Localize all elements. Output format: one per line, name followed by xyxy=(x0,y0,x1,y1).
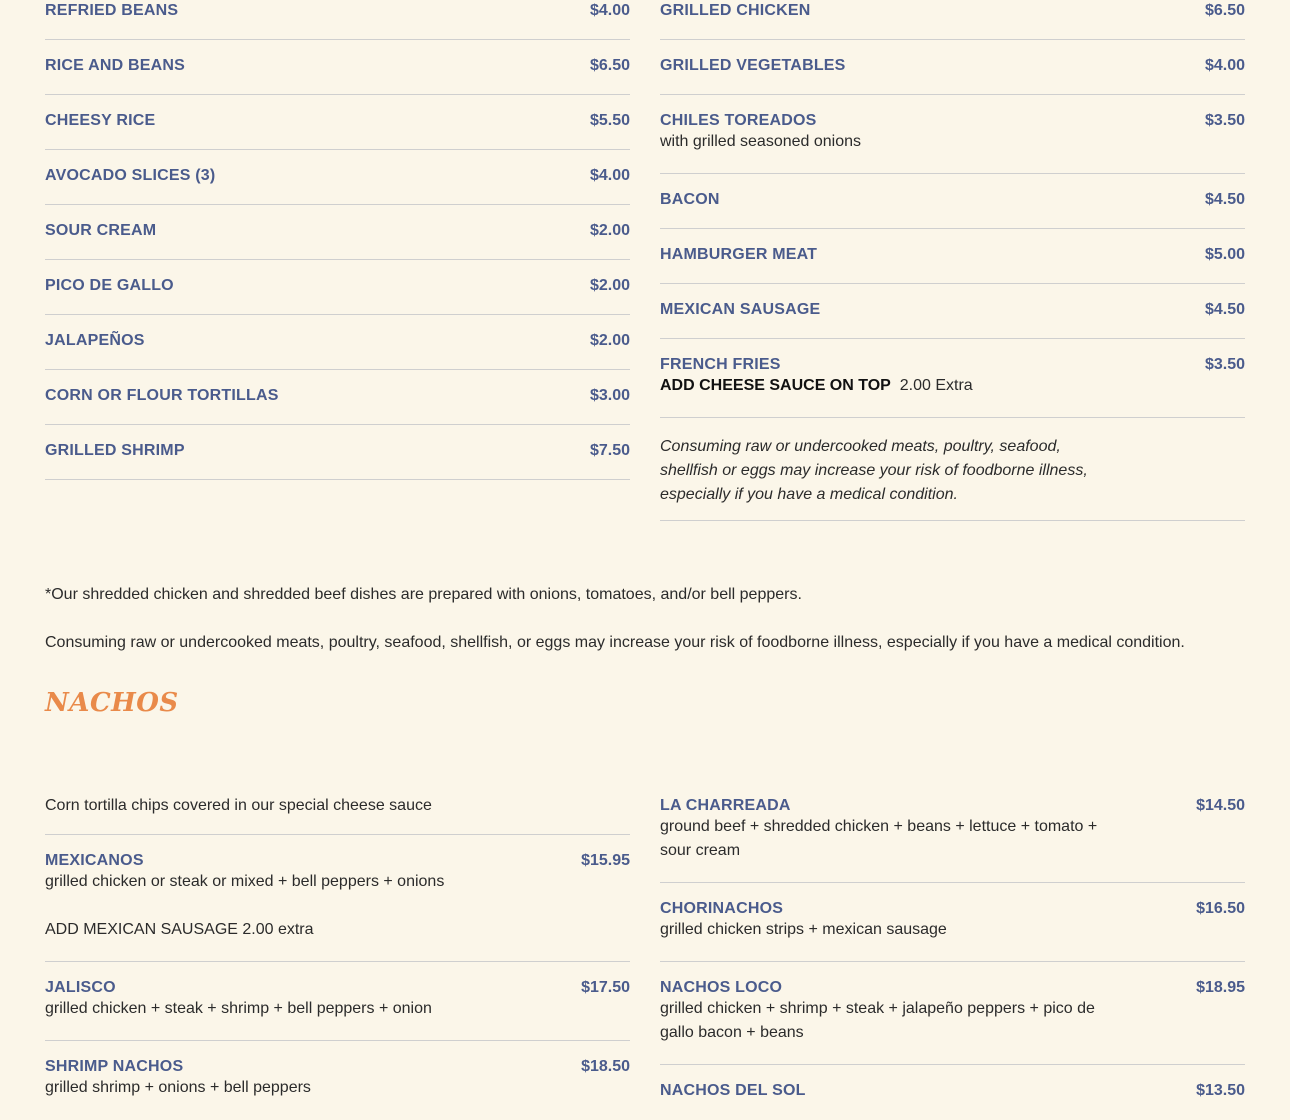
item-name: HAMBURGER MEAT xyxy=(660,246,818,263)
item-price: $16.50 xyxy=(1196,900,1245,917)
menu-item xyxy=(660,339,1245,418)
item-name: SHRIMP NACHOS xyxy=(45,1058,184,1075)
item-name: LA CHARREADA xyxy=(660,797,791,814)
menu-item xyxy=(660,174,1245,229)
item-name: GRILLED SHRIMP xyxy=(45,442,185,459)
menu-item xyxy=(660,284,1245,339)
nachos-left-column xyxy=(45,780,630,1120)
menu-item xyxy=(660,1065,1245,1105)
item-price: $4.00 xyxy=(589,2,630,19)
item-name: PICO DE GALLO xyxy=(45,277,174,294)
menu-item xyxy=(45,370,630,425)
item-price: $4.00 xyxy=(589,167,630,184)
item-description: ground beef + shredded chicken + beans + lettuce + tomato + sour cream xyxy=(660,818,1098,859)
item-name: BACON xyxy=(660,191,720,208)
menu-item xyxy=(45,315,630,370)
menu-item xyxy=(45,260,630,315)
item-name: JALISCO xyxy=(45,979,116,996)
item-name: GRILLED VEGETABLES xyxy=(660,57,846,74)
item-name: AVOCADO SLICES (3) xyxy=(45,167,216,184)
item-name: FRENCH FRIES xyxy=(660,356,781,373)
item-name: GRILLED CHICKEN xyxy=(660,2,811,19)
item-price: $3.50 xyxy=(1204,112,1245,129)
allergen-warning xyxy=(660,418,1245,521)
item-price: $4.50 xyxy=(1204,301,1245,318)
item-price: $7.50 xyxy=(589,442,630,459)
item-price: $3.00 xyxy=(589,387,630,404)
addon-price: 2.00 Extra xyxy=(899,377,973,394)
item-description: grilled shrimp + onions + bell peppers xyxy=(45,1079,311,1096)
intro-text: Corn tortilla chips covered in our special cheese sauce xyxy=(45,797,432,814)
item-name: NACHOS DEL SOL xyxy=(660,1082,806,1099)
item-price: $17.50 xyxy=(581,979,630,996)
menu-item xyxy=(45,835,630,962)
addon-label: ADD CHEESE SAUCE ON TOP xyxy=(660,377,891,394)
item-price: $6.50 xyxy=(589,57,630,74)
item-description: grilled chicken + shrimp + steak + jalapeño peppers + pico de gallo bacon + beans xyxy=(660,1000,1095,1041)
sides-right-column xyxy=(660,0,1245,521)
warning-text: Consuming raw or undercooked meats, poultry, seafood, shellfish or eggs may increase your risk of foodborne illness, especially if you have a medical condition. xyxy=(660,438,1088,503)
item-price: $2.00 xyxy=(589,277,630,294)
sides-left-column xyxy=(45,0,630,480)
item-price: $14.50 xyxy=(1196,797,1245,814)
menu-item xyxy=(660,0,1245,40)
nachos-right-column xyxy=(660,780,1245,1105)
item-price: $3.50 xyxy=(1204,356,1245,373)
item-price: $6.50 xyxy=(1204,2,1245,19)
menu-item xyxy=(45,1041,630,1120)
item-description: grilled chicken strips + mexican sausage xyxy=(660,921,947,938)
item-name: SOUR CREAM xyxy=(45,222,157,239)
item-addon: ADD MEXICAN SAUSAGE 2.00 extra xyxy=(45,921,314,938)
item-price: $2.00 xyxy=(589,222,630,239)
footnote-shredded: *Our shredded chicken and shredded beef dishes are prepared with onions, tomatoes, and/or bell peppers. xyxy=(45,586,802,603)
item-description: grilled chicken + steak + shrimp + bell peppers + onion xyxy=(45,1000,432,1017)
item-price: $5.50 xyxy=(589,112,630,129)
menu-item xyxy=(45,0,630,40)
item-price: $18.50 xyxy=(581,1058,630,1075)
item-price: $13.50 xyxy=(1196,1082,1245,1099)
menu-item xyxy=(45,95,630,150)
item-name: MEXICAN SAUSAGE xyxy=(660,301,821,318)
menu-item xyxy=(660,883,1245,962)
footnote-consumption: Consuming raw or undercooked meats, poultry, seafood, shellfish, or eggs may increase your risk of foodborne illness, especially if you have a medical condition. xyxy=(45,634,1185,651)
menu-item xyxy=(660,40,1245,95)
item-name: CHILES TOREADOS xyxy=(660,112,817,129)
item-name: RICE AND BEANS xyxy=(45,57,185,74)
item-description: grilled chicken or steak or mixed + bell peppers + onions xyxy=(45,873,445,890)
nachos-intro xyxy=(45,780,630,835)
menu-item xyxy=(660,95,1245,174)
menu-item xyxy=(45,150,630,205)
menu-item xyxy=(660,962,1245,1065)
menu-item xyxy=(660,229,1245,284)
menu-item xyxy=(45,425,630,480)
item-name: CORN OR FLOUR TORTILLAS xyxy=(45,387,279,404)
item-price: $15.95 xyxy=(581,852,630,869)
item-description: with grilled seasoned onions xyxy=(660,133,862,150)
item-name: CHEESY RICE xyxy=(45,112,156,129)
menu-item xyxy=(45,962,630,1041)
menu-item xyxy=(660,780,1245,883)
menu-item xyxy=(45,205,630,260)
item-name: MEXICANOS xyxy=(45,852,144,869)
item-price: $5.00 xyxy=(1204,246,1245,263)
item-price: $4.50 xyxy=(1204,191,1245,208)
item-name: CHORINACHOS xyxy=(660,900,784,917)
item-addon xyxy=(660,374,1120,398)
item-price: $18.95 xyxy=(1196,979,1245,996)
item-price: $2.00 xyxy=(589,332,630,349)
item-price: $4.00 xyxy=(1204,57,1245,74)
menu-item xyxy=(45,40,630,95)
section-title-nachos: NACHOS xyxy=(45,688,179,718)
item-name: JALAPEÑOS xyxy=(45,332,145,349)
item-name: REFRIED BEANS xyxy=(45,2,179,19)
item-name: NACHOS LOCO xyxy=(660,979,783,996)
